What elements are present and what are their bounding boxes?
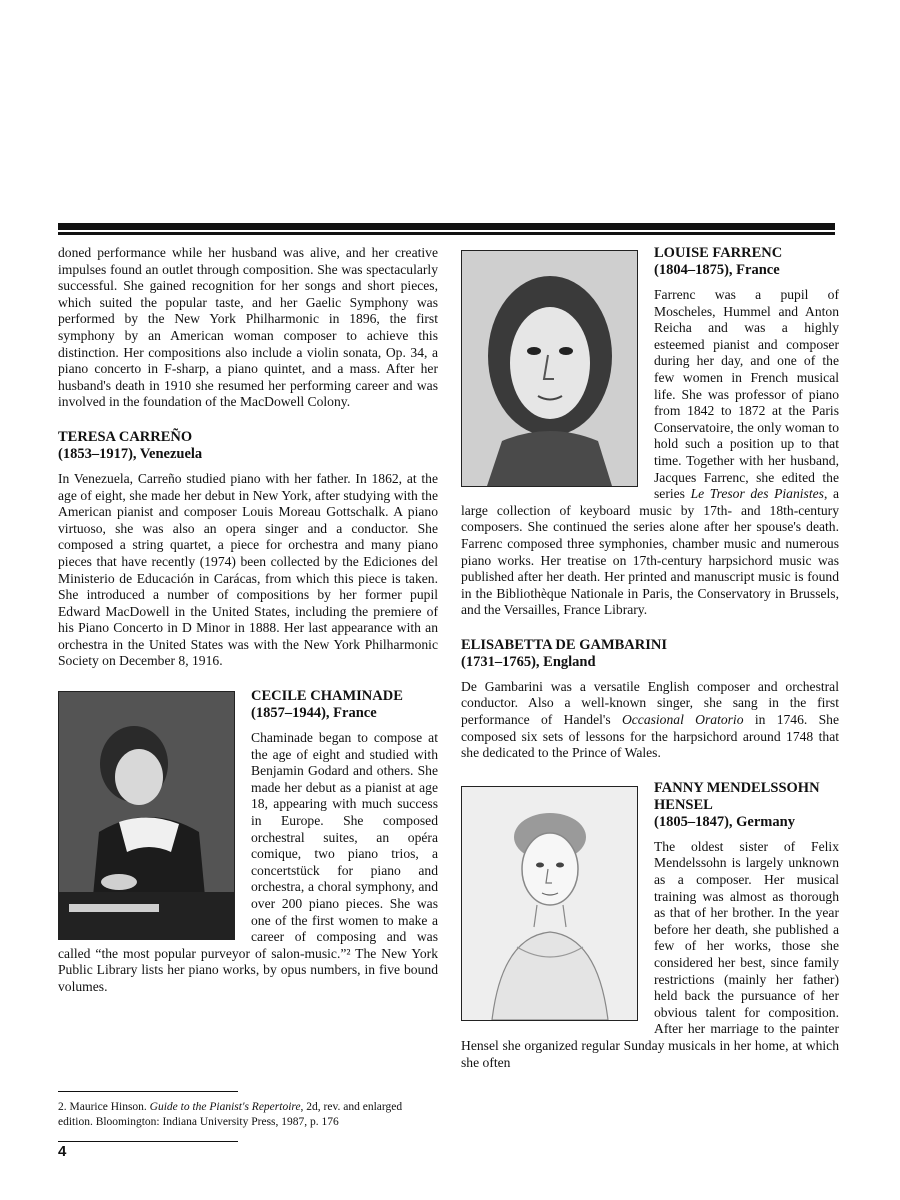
hensel-section [461, 780, 839, 1071]
carreno-section [58, 429, 438, 670]
chaminade-bio: Chaminade began to compose at the age of eight and studied with Benjamin Godard and others. She made her debut as a pianist at age 18, appearing with much success in Europe. She composed orchestral suites, an opéra comique, two piano trios, a concertstück for piano and orchestra, a choral symphony, and over 200 piano pieces. She was one of the first women to make a career of composing and was called “the most popular purveyor of salon-music.”² The New York Public Library lists her piano works, by opus numbers, in five bound volumes. [58, 730, 438, 994]
gambarini-bio [461, 679, 839, 762]
gambarini-oratorio-title: Occasional Oratorio [621, 712, 744, 728]
footnote-book-title: Guide to the Pianist's Repertoire [149, 1101, 301, 1113]
chaminade-dates: (1857–1944), France [251, 705, 377, 722]
intro-paragraph: doned performance while her husband was alive, and her creative impulses found an outlet through composition. She was spectacularly successful. She gained recognition for her songs and short pieces, which suited the popular taste, and her Gaelic Symphony was performed by the New York Philharmonic in 1896, the first symphony by an American woman composer to achieve this distinction. Her compositions also include a violin sonata, Op. 34, a piano concerto in F-sharp, a piano quintet, and a mass. After her husband's death in 1910 she resumed her performing career and was involved in the foundation of the MacDowell Colony. [58, 245, 438, 410]
footnote-tail: , 2d, rev. and enlarged edition. Bloomington: Indiana University Press, 1987, p. 176 [58, 1101, 403, 1128]
left-column [58, 245, 438, 996]
farrenc-portrait [461, 250, 638, 487]
carreno-name: TERESA CARREÑO [58, 428, 193, 445]
chaminade-section [58, 688, 438, 996]
chaminade-name: CECILE CHAMINADE [251, 688, 403, 705]
gambarini-dates: (1731–1765), England [461, 653, 596, 670]
page-number-rule [58, 1141, 238, 1142]
page-number: 4 [58, 1143, 67, 1160]
hensel-portrait [461, 786, 638, 1021]
farrenc-series-title: Le Tresor des Pianistes [690, 486, 824, 502]
right-column [461, 245, 839, 1071]
header-rule [58, 223, 835, 232]
farrenc-bio-part1: Farrenc was a pupil of Moscheles, Hummel and Anton Reicha and was a highly esteemed pianist and composer during her day, and one of the few women in French musical life. She was professor of piano from 1842 to 1872 at the Paris Conservatoire, the only woman to hold such a position up to that time. Together with her husband, Jacques Farrenc, she edited the series [654, 287, 839, 502]
footnote [58, 1100, 438, 1130]
chaminade-portrait [58, 691, 235, 940]
gambarini-section [461, 637, 839, 762]
farrenc-dates: (1804–1875), France [654, 262, 780, 278]
footnote-lead: 2. Maurice Hinson. [58, 1101, 150, 1113]
carreno-dates: (1853–1917), Venezuela [58, 445, 203, 462]
farrenc-bio-part2: , a large collection of keyboard music by 17th- and 18th-century composers. She continued the series alone after her spouse's death. Farrenc composed three symphonies, chamber music and numerous piano works. Her treatise on 17th-century harpsichord music was published after her death. Her printed and manuscript music is found in the Bibliothèque Nationale in Paris, the Conservatory in Brussels, and the Versailles, France Library. [461, 486, 839, 618]
farrenc-name: LOUISE FARRENC [654, 245, 783, 261]
carreno-bio: In Venezuela, Carreño studied piano with her father. In 1862, at the age of eight, she made her debut in New York, after studying with the American pianist and composer Louis Moreau Gottschalk. A piano virtuoso, she was also an opera singer and a conductor. She composed a string quartet, a piece for orchestra and many piano pieces that have recently (1974) been collected by the Ediciones del Ministerio de Educación in Carácas, from which this piece is taken. She introduced a number of compositions by her former pupil Edward MacDowell in the United States, including the premiere of his Piano Concerto in D Minor in 1888. Her last appearance with an orchestra in the United States was with the New York Philharmonic Society on December 8, 1916. [58, 470, 438, 669]
hensel-bio: The oldest sister of Felix Mendelssohn is largely unknown as a composer. Her musical training was almost as thorough as that of her brother. In the year before her death, she published a few of her works, those she considered her best, since family restrictions (mainly her father) held back the pursuance of her obvious talent for composition. After her marriage to the painter Hensel she organized regular Sunday musicals in her home, at which she often [461, 838, 839, 1070]
farrenc-section [461, 245, 839, 619]
hensel-name: FANNY MENDELSSOHN HENSEL [654, 779, 820, 813]
gambarini-name: ELISABETTA DE GAMBARINI [461, 636, 668, 653]
footnote-rule [58, 1091, 238, 1092]
gambarini-bio-part2: in 1746. She composed six sets of lessons for the harpsichord around 1748 that she dedicated to the Prince of Wales. [461, 712, 840, 761]
gambarini-bio-part1: De Gambarini was a versatile English composer and orchestral conductor. Also a well-known singer, she sang in the first performance of Handel's [461, 678, 839, 728]
hensel-dates: (1805–1847), Germany [654, 813, 795, 830]
